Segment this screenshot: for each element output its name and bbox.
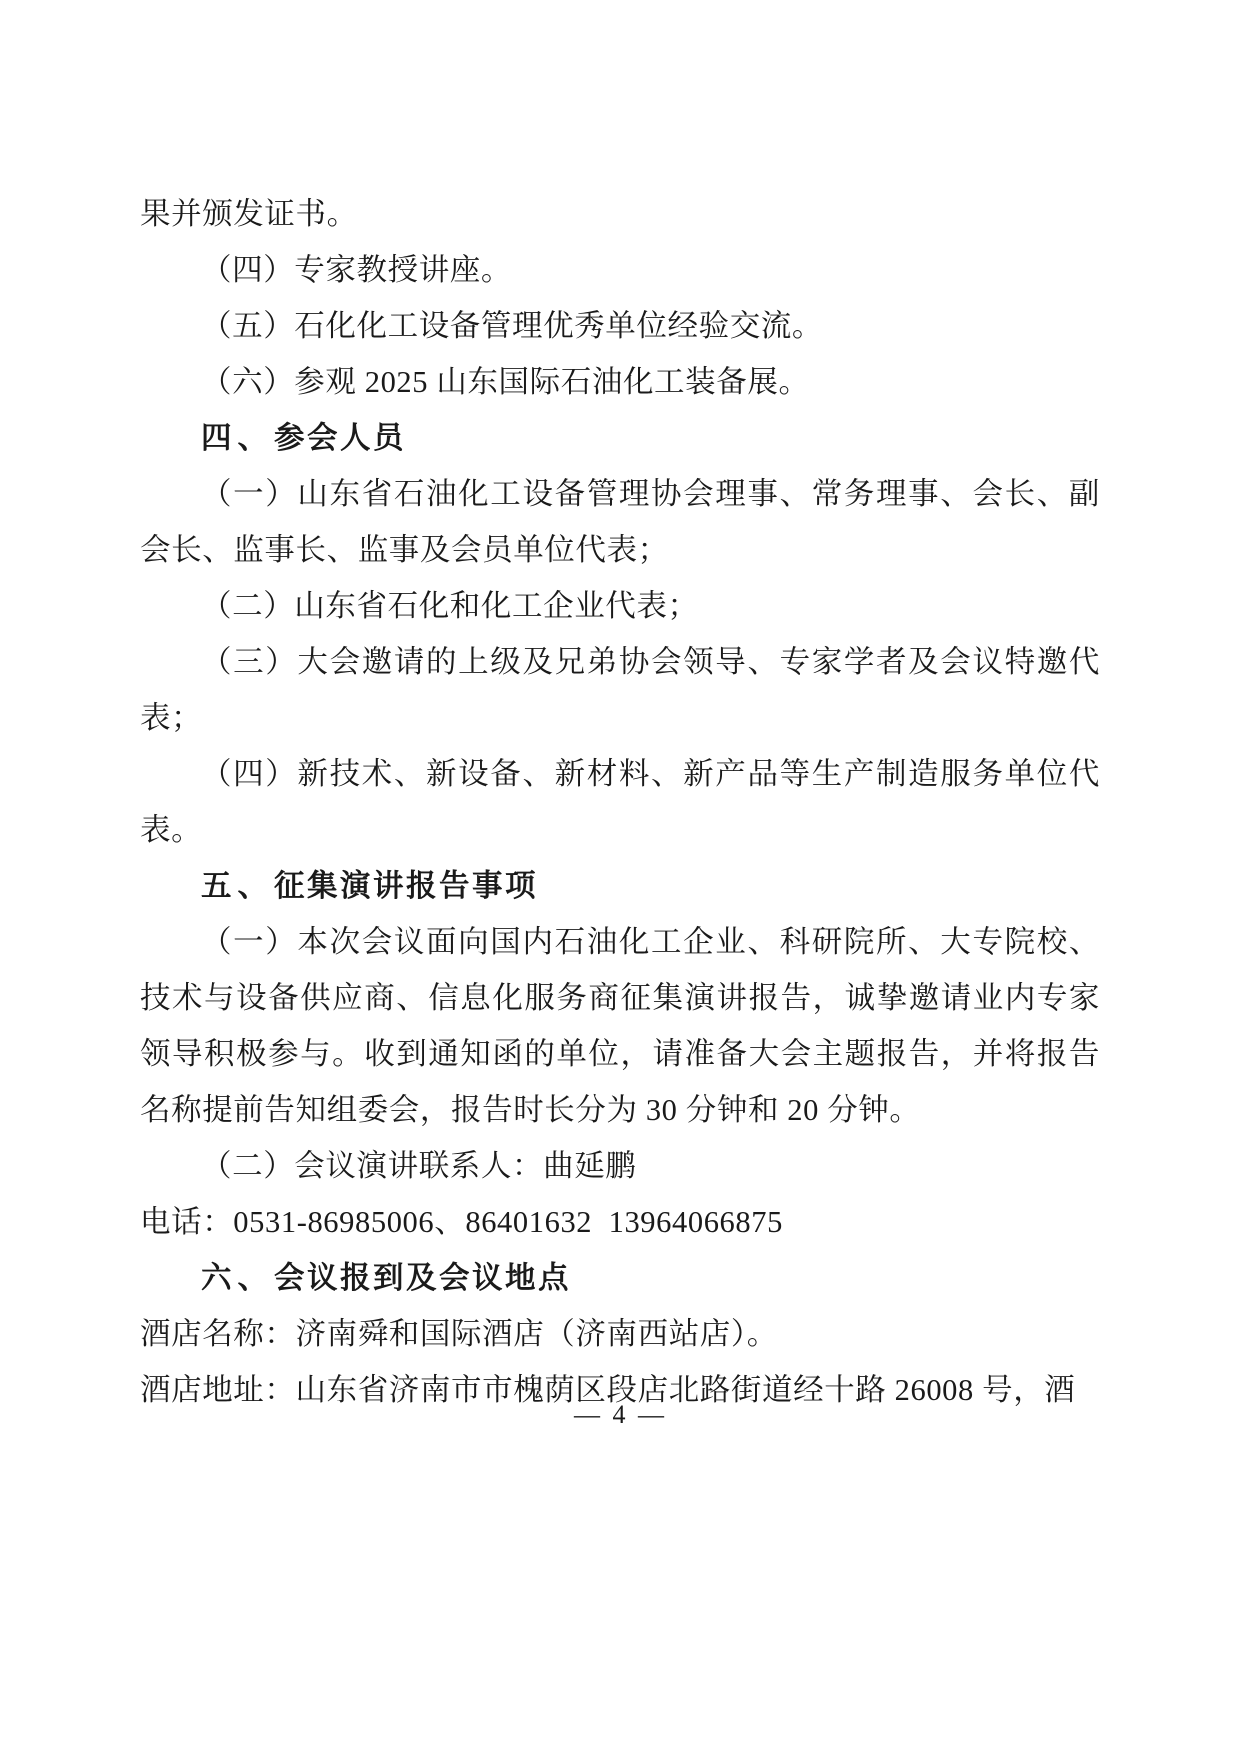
hotel-name-line: 酒店名称：济南舜和国际酒店（济南西站店）。 [140, 1317, 778, 1351]
attendees-item-two: （二）山东省石化和化工企业代表； [201, 589, 699, 623]
attendees-item-one: （一）山东省石油化工设备管理协会理事、常务理事、会长、副会长、监事长、监事及会员单位代表； [140, 477, 1100, 567]
list-item-four: （四）专家教授讲座。 [201, 253, 512, 287]
page-number-footer: — 4 — [574, 1400, 667, 1429]
section-heading-four [140, 410, 1100, 466]
document-body [140, 186, 1100, 1418]
list-item-six: （六）参观 2025 山东国际石油化工装备展。 [201, 365, 810, 399]
section-heading-five [140, 858, 1100, 914]
speech-item-one: （一）本次会议面向国内石油化工企业、科研院所、大专院校、技术与设备供应商、信息化服务商征集演讲报告，诚挚邀请业内专家领导积极参与。收到通知函的单位，请准备大会主题报告，并将报告名称提前告知组委会，报告时长分为 30 分钟和 20 分钟。 [140, 925, 1100, 1127]
attendees-item-three: （三）大会邀请的上级及兄弟协会领导、专家学者及会议特邀代表； [140, 645, 1100, 735]
section-heading-four-label: 参会人员 [274, 420, 406, 456]
hotel-address-line: 酒店地址：山东省济南市市槐荫区段店北路街道经十路 26008 号，酒 [140, 1373, 1076, 1407]
contact-phone-line: 电话：0531-86985006、86401632 13964066875 [140, 1205, 783, 1239]
section-heading-six [140, 1250, 1100, 1306]
attendees-item-four: （四）新技术、新设备、新材料、新产品等生产制造服务单位代表。 [140, 757, 1100, 847]
section-heading-six-label: 会议报到及会议地点 [274, 1260, 571, 1296]
list-item-five: （五）石化化工设备管理优秀单位经验交流。 [201, 309, 823, 343]
speech-item-two: （二）会议演讲联系人：曲延鹏 [201, 1149, 637, 1183]
paragraph-continuation: 果并颁发证书。 [140, 197, 358, 231]
section-heading-five-label: 征集演讲报告事项 [274, 868, 538, 904]
section-heading-four-number: 四、 [201, 420, 274, 456]
section-heading-six-number: 六、 [201, 1260, 274, 1296]
section-heading-five-number: 五、 [201, 868, 274, 904]
